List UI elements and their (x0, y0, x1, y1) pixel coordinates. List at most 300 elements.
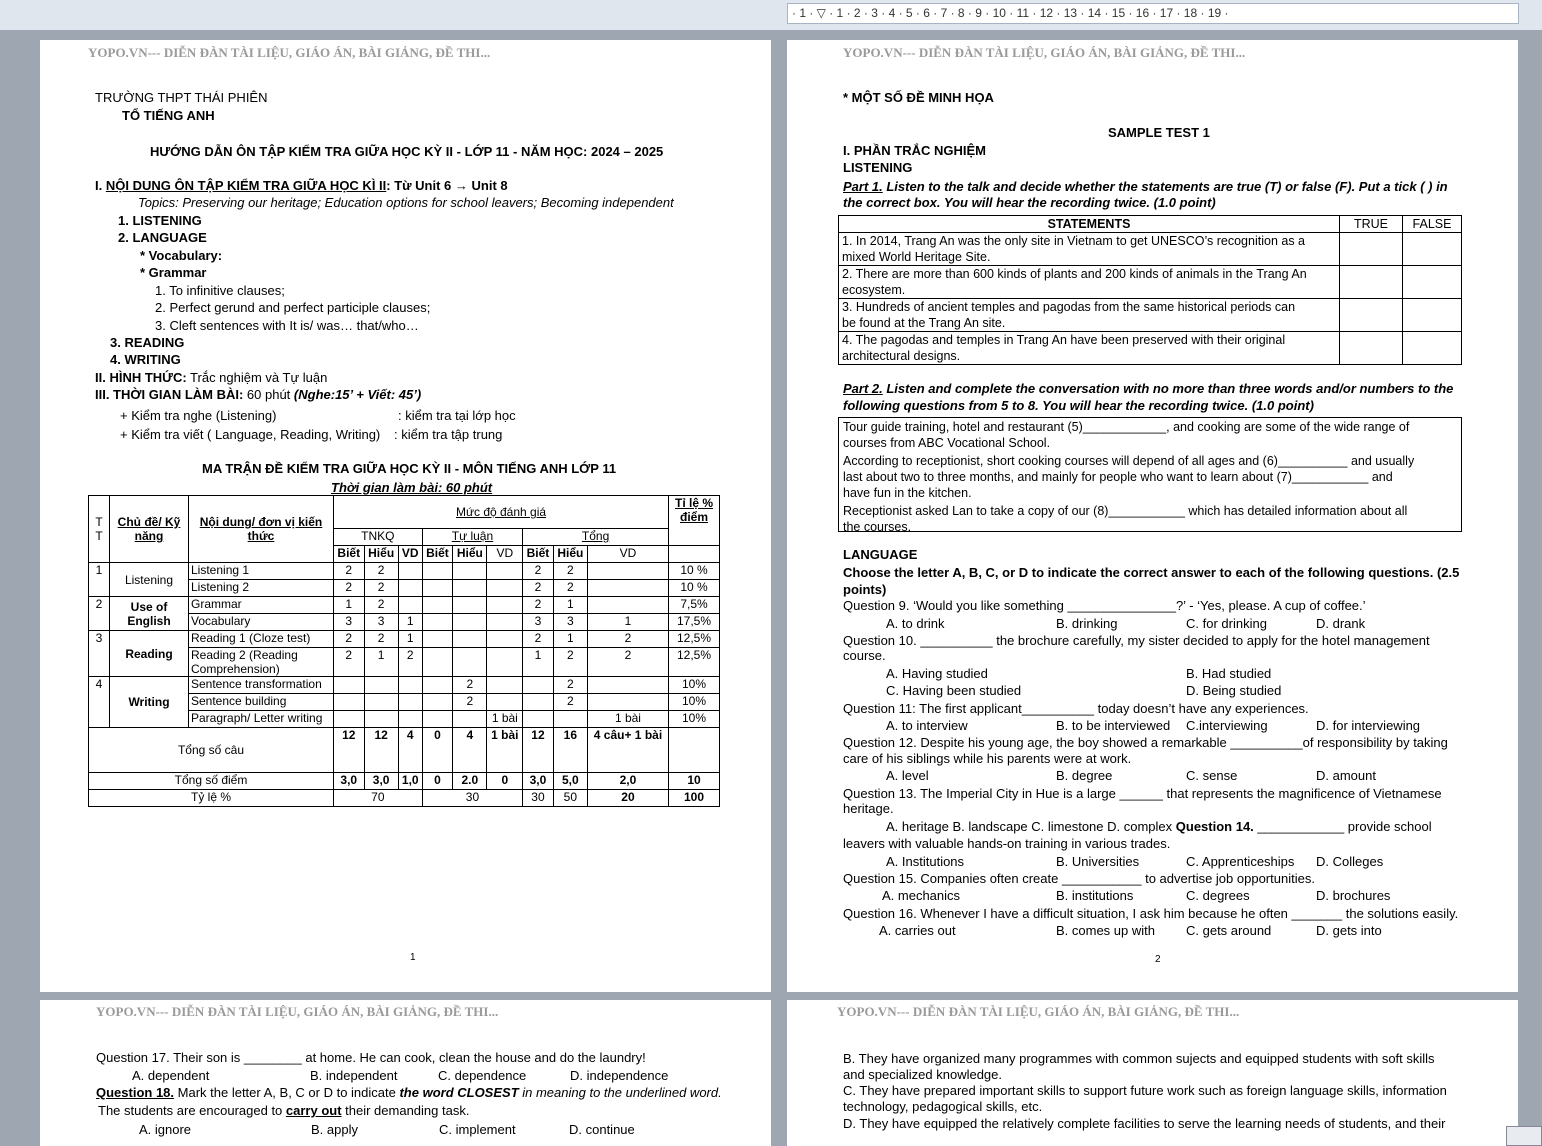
conversation-line: Receptionist asked Lan to take a copy of our (8)___________ which has detailed information about all (843, 504, 1408, 518)
q18-tail: in meaning to the underlined word. (518, 1085, 722, 1100)
cell-tong-diem: 0 (487, 773, 523, 790)
cell-value (422, 631, 453, 648)
cell-pct: 10 % (669, 580, 720, 597)
cell-value (453, 631, 487, 648)
page-3 (40, 1000, 771, 1146)
topics: Topics: Preserving our heritage; Education options for school leavers; Becoming independent (138, 195, 674, 210)
statement-text: 4. The pagodas and temples in Trang An have been preserved with their original architectural designs. (839, 332, 1340, 365)
matrix-body (89, 563, 720, 728)
tyle-tuluan: 30 (422, 790, 522, 807)
cell-tt: 2 (89, 597, 110, 631)
matrix-row (89, 597, 720, 614)
part-i-title: I. PHẦN TRẮC NGHIỆM (843, 143, 986, 158)
cell-value: 2 (523, 631, 554, 648)
cell-value (453, 614, 487, 631)
q15-d: D. brochures (1316, 888, 1391, 903)
h-biet-2: Biết (422, 546, 453, 563)
page-2 (787, 40, 1518, 992)
sec3-title: III. THỜI GIAN LÀM BÀI: (95, 387, 244, 402)
section-3 (95, 387, 421, 402)
cell-value (422, 563, 453, 580)
cell-value: 1 (364, 648, 398, 677)
cell-value: 1 (398, 631, 422, 648)
cell-tong-cau: 12 (364, 728, 398, 773)
q16-b: B. comes up with (1056, 923, 1155, 938)
cell-value (453, 711, 487, 728)
q13-options-q14 (886, 819, 1432, 834)
q16: Question 16. Whenever I have a difficult situation, I ask him because he often _______ the solutions easily. (843, 906, 1459, 921)
q14-d: D. Colleges (1316, 854, 1384, 869)
statement-text: 3. Hundreds of ancient temples and pagodas from the same historical periods can be found at the Trang An site. (839, 299, 1340, 332)
q17-a: A. dependent (132, 1068, 210, 1083)
cell-value: 1 (334, 597, 365, 614)
q10-b: B. Had studied (1186, 666, 1272, 681)
part1-instr (843, 179, 1448, 194)
q18s-start: The students are encouraged to (98, 1103, 286, 1118)
cell-value: 2 (553, 580, 587, 597)
cell-tong-diem: 2.0 (453, 773, 487, 790)
part1-instr-2: the correct box. You will hear the recording twice. (1.0 point) (843, 195, 1216, 210)
p4-line-2: and specialized knowledge. (843, 1067, 1002, 1082)
q12-b: B. degree (1056, 768, 1113, 783)
false-checkbox[interactable] (1403, 299, 1462, 332)
q9-c: C. for drinking (1186, 616, 1267, 631)
cell-tong-cau (669, 728, 720, 773)
true-checkbox[interactable] (1340, 266, 1403, 299)
part1-label: Part 1. (843, 179, 883, 194)
cell-tong-cau: 0 (422, 728, 453, 773)
part1-text: Listen to the talk and decide whether the statements are true (T) or false (F). Put a tick ( ) in (882, 179, 1448, 194)
tong-cau-label: Tổng số câu (89, 728, 334, 773)
h-hieu-1: Hiểu (364, 546, 398, 563)
cell-value: 3 (523, 614, 554, 631)
cell-value: 2 (364, 580, 398, 597)
page-1 (40, 40, 771, 992)
cell-value (398, 677, 422, 694)
cell-tt: 1 (89, 563, 110, 597)
tyle-hieu: 50 (553, 790, 587, 807)
cell-value (453, 580, 487, 597)
cell-value (587, 580, 668, 597)
cell-value (422, 614, 453, 631)
q18s-underlined: carry out (285, 1103, 342, 1118)
kt-listening-place: : kiểm tra tại lớp học (398, 408, 516, 423)
part2-text: Listen and complete the conversation with (882, 381, 1153, 396)
cell-value: 1 (398, 614, 422, 631)
sec3-detail: (Nghe:15’ + Viết: 45’) (293, 387, 422, 402)
cell-value (587, 563, 668, 580)
h-true: TRUE (1340, 216, 1403, 233)
q17: Question 17. Their son is ________ at home. He can cook, clean the house and do the laundry! (96, 1050, 646, 1065)
q15-b: B. institutions (1056, 888, 1134, 903)
cell-value: 2 (453, 677, 487, 694)
q10-a: A. Having studied (886, 666, 988, 681)
q16-a: A. carries out (879, 923, 956, 938)
h-tile: Tỉ lệ % điểm (669, 496, 720, 546)
cell-value: 2 (398, 648, 422, 677)
cell-value (364, 677, 398, 694)
cell-value: 2 (364, 631, 398, 648)
cell-value (453, 563, 487, 580)
cell-value: 2 (553, 677, 587, 694)
cell-value (398, 711, 422, 728)
part2-label: Part 2. (843, 381, 883, 396)
cell-value (487, 580, 523, 597)
cell-item: Reading 1 (Cloze test) (189, 631, 334, 648)
language-instr-2: points) (843, 582, 887, 597)
cell-tong-cau: 16 (553, 728, 587, 773)
part2-instr (843, 381, 1453, 396)
row-tong-diem (89, 773, 720, 790)
language-title: LANGUAGE (843, 547, 918, 562)
cell-tong-diem: 2,0 (587, 773, 668, 790)
cell-value (422, 597, 453, 614)
cell-pct: 10 % (669, 563, 720, 580)
h-empty (669, 546, 720, 563)
cell-item: Sentence transformation (189, 677, 334, 694)
q15: Question 15. Companies often create ___________ to advertise job opportunities. (843, 871, 1315, 886)
cell-item: Vocabulary (189, 614, 334, 631)
matrix-time: Thời gian làm bài: 60 phút (331, 480, 493, 495)
cell-value (398, 694, 422, 711)
page-header: YOPO.VN--- DIỄN ĐÀN TÀI LIỆU, GIÁO ÁN, BÀI GIẢNG, ĐỀ THI... (88, 45, 491, 60)
q16-d: D. gets into (1316, 923, 1382, 938)
cell-value (487, 631, 523, 648)
q14-text: ____________ provide school (1253, 819, 1432, 834)
cell-tong-diem: 3,0 (334, 773, 365, 790)
cell-value (587, 597, 668, 614)
cell-value: 2 (453, 694, 487, 711)
matrix-table (88, 495, 720, 807)
q17-d: D. independence (570, 1068, 669, 1083)
cell-value (364, 694, 398, 711)
h-tuluan: Tự luận (422, 529, 522, 546)
view-toggle-button[interactable] (1506, 1126, 1542, 1146)
q18-a: A. ignore (139, 1122, 192, 1137)
statement-row (839, 266, 1462, 299)
page-header: YOPO.VN--- DIỄN ĐÀN TÀI LIỆU, GIÁO ÁN, BÀI GIẢNG, ĐỀ THI... (843, 45, 1246, 60)
q13-cont: heritage. (843, 801, 894, 816)
statement-row (839, 233, 1462, 266)
true-checkbox[interactable] (1340, 299, 1403, 332)
cell-value: 3 (334, 614, 365, 631)
cell-tong-cau: 4 (453, 728, 487, 773)
q10-cont: course. (843, 648, 886, 663)
cell-value: 2 (553, 648, 587, 677)
cell-item: Sentence building (189, 694, 334, 711)
q9-d: D. drank (1316, 616, 1366, 631)
cell-tt: 3 (89, 631, 110, 677)
tyle-tnkq: 70 (334, 790, 423, 807)
matrix-title: MA TRẬN ĐỀ KIỂM TRA GIỮA HỌC KỲ II - MÔN TIẾNG ANH LỚP 11 (202, 461, 617, 476)
cell-tong-cau: 12 (334, 728, 365, 773)
statement-row (839, 299, 1462, 332)
false-checkbox[interactable] (1403, 233, 1462, 266)
q14-a: A. Institutions (886, 854, 965, 869)
q18s-end: their demanding task. (341, 1103, 470, 1118)
examples-title: * MỘT SỐ ĐỀ MINH HỌA (843, 90, 994, 105)
cell-value (523, 694, 554, 711)
h-hieu-2: Hiểu (453, 546, 487, 563)
q11-a: A. to interview (886, 718, 968, 733)
h-statements: STATEMENTS (839, 216, 1340, 233)
true-checkbox[interactable] (1340, 332, 1403, 365)
cell-value: 1 bài (487, 711, 523, 728)
cell-item: Grammar (189, 597, 334, 614)
cell-value (487, 597, 523, 614)
h-tt: T T (89, 496, 110, 563)
false-checkbox[interactable] (1403, 332, 1462, 365)
p4-line-1: B. They have organized many programmes with common sujects and equipped students with soft skills (843, 1051, 1435, 1066)
cell-value (334, 694, 365, 711)
cell-value (587, 677, 668, 694)
cell-value (398, 597, 422, 614)
grammar: * Grammar (140, 265, 207, 280)
cell-value: 2 (523, 580, 554, 597)
sec2-value: Trắc nghiệm và Tự luận (186, 370, 328, 385)
kt-writing-place: : kiểm tra tập trung (394, 427, 503, 442)
cell-skill: Reading (110, 631, 189, 677)
cell-value: 2 (587, 648, 668, 677)
h-vd-2: VD (487, 546, 523, 563)
cell-pct: 17,5% (669, 614, 720, 631)
cell-pct: 12,5% (669, 648, 720, 677)
conversation-line: According to receptionist, short cooking courses will depend of all ages and (6)__________ and usually (843, 454, 1415, 468)
cell-skill: Listening (110, 563, 189, 597)
cell-value: 2 (364, 563, 398, 580)
cell-tt: 4 (89, 677, 110, 728)
department: TỔ TIẾNG ANH (122, 108, 215, 123)
cell-value: 2 (553, 563, 587, 580)
cell-value: 2 (523, 563, 554, 580)
cell-skill: Use of English (110, 597, 189, 631)
q12-cont: care of his siblings while his parents were at work. (843, 751, 1132, 766)
cell-tong-cau: 4 câu+ 1 bài (587, 728, 668, 773)
cell-value: 2 (334, 580, 365, 597)
listening-title: LISTENING (843, 160, 913, 175)
ruler-marks: · 1 · ▽ · 1 · 2 · 3 · 4 · 5 · 6 · 7 · 8 · 9 · 10 · 11 · 12 · 13 · 14 · 15 · 16 · 17 · 18 · 19 · (792, 6, 1229, 20)
h-biet-1: Biết (334, 546, 365, 563)
item-writing: 4. WRITING (110, 352, 181, 367)
sec1-title: NỘI DUNG ÔN TẬP KIỂM TRA GIỮA HỌC KÌ II (105, 178, 387, 193)
cell-value (453, 648, 487, 677)
q14-b: B. Universities (1056, 854, 1140, 869)
cell-tong-diem: 3,0 (364, 773, 398, 790)
cell-tong-diem: 10 (669, 773, 720, 790)
p4-line-3: C. They have prepared important skills to support future work such as foreign language skills, information (843, 1083, 1447, 1098)
q18-c: C. implement (439, 1122, 516, 1137)
q10: Question 10. __________ the brochure carefully, my sister decided to apply for the hotel management (843, 633, 1430, 648)
cell-tong-diem: 0 (422, 773, 453, 790)
cell-tong-cau: 1 bài (487, 728, 523, 773)
q18-b: B. apply (311, 1122, 358, 1137)
cell-value (422, 580, 453, 597)
cell-item: Reading 2 (Reading Comprehension) (189, 648, 334, 677)
section-2 (95, 370, 327, 385)
cell-value (453, 597, 487, 614)
cell-value (422, 694, 453, 711)
q16-c: C. gets around (1186, 923, 1272, 938)
false-checkbox[interactable] (1403, 266, 1462, 299)
statements-body (839, 233, 1462, 365)
q18-sentence (98, 1103, 469, 1118)
cell-value (523, 711, 554, 728)
cell-value: 2 (364, 597, 398, 614)
true-checkbox[interactable] (1340, 233, 1403, 266)
q11-b: B. to be interviewed (1056, 718, 1171, 733)
school-name: TRƯỜNG THPT THÁI PHIÊN (95, 90, 268, 105)
cell-tong-cau: 4 (398, 728, 422, 773)
doc-title: HƯỚNG DẪN ÔN TẬP KIỂM TRA GIỮA HỌC KỲ II - LỚP 11 - NĂM HỌC: 2024 – 2025 (150, 144, 664, 159)
item-reading: 3. READING (110, 335, 185, 350)
page-number-1: 1 (410, 952, 416, 963)
cell-value: 2 (334, 631, 365, 648)
cell-value: 1 (523, 648, 554, 677)
cell-skill: Writing (110, 677, 189, 728)
cell-value (334, 677, 365, 694)
cell-pct: 10% (669, 694, 720, 711)
cell-value (334, 711, 365, 728)
cell-value: 1 bài (587, 711, 668, 728)
row-tong-cau (89, 728, 720, 773)
sec1-range: : Từ Unit 6 → Unit 8 (386, 178, 508, 193)
cell-item: Listening 1 (189, 563, 334, 580)
cell-value: 1 (587, 614, 668, 631)
q15-c: C. degrees (1186, 888, 1250, 903)
kt-listening: + Kiểm tra nghe (Listening) (120, 408, 277, 423)
tong-diem-label: Tổng số điểm (89, 773, 334, 790)
cell-value (487, 563, 523, 580)
cell-tong-diem: 1,0 (398, 773, 422, 790)
p4-line-5: D. They have equipped the relatively complete facilities to serve the learning needs of students, and their (843, 1116, 1446, 1131)
h-tong: Tổng (523, 529, 669, 546)
matrix-row (89, 563, 720, 580)
q12-d: D. amount (1316, 768, 1376, 783)
statement-row (839, 332, 1462, 365)
kt-writing: + Kiểm tra viết ( Language, Reading, Writing) (120, 427, 381, 442)
matrix-row (89, 677, 720, 694)
part2-tail: to the (1414, 381, 1454, 396)
grammar-2: 2. Perfect gerund and perfect participle clauses; (155, 300, 431, 315)
q14-cont: leavers with valuable hands-on training in various trades. (843, 836, 1171, 851)
page-4 (787, 1000, 1518, 1146)
page-header: YOPO.VN--- DIỄN ĐÀN TÀI LIỆU, GIÁO ÁN, BÀI GIẢNG, ĐỀ THI... (96, 1004, 499, 1019)
q14-c: C. Apprenticeships (1186, 854, 1295, 869)
cell-value: 1 (553, 597, 587, 614)
q18-d: D. continue (569, 1122, 635, 1137)
cell-value (553, 711, 587, 728)
conversation-line: the courses. (843, 520, 912, 534)
grammar-3: 3. Cleft sentences with It is/ was… that/who… (155, 318, 419, 333)
q13-options: A. heritage B. landscape C. limestone D. complex (886, 819, 1176, 834)
h-mucdo: Mức độ đánh giá (334, 496, 669, 529)
grammar-1: 1. To infinitive clauses; (155, 283, 285, 298)
p4-line-4: technology, pedagogical skills, etc. (843, 1099, 1043, 1114)
tyle-vd: 20 (587, 790, 668, 807)
conversation-line: last about two to three months, and mainly for people who want to learn about (7)___________ and (843, 470, 1393, 484)
q9-b: B. drinking (1056, 616, 1118, 631)
cell-pct: 10% (669, 677, 720, 694)
h-vd-3: VD (587, 546, 668, 563)
q14-label: Question 14. (1175, 819, 1254, 834)
cell-pct: 12,5% (669, 631, 720, 648)
sec1-num: I. (95, 178, 106, 193)
page-number-2: 2 (1155, 954, 1161, 965)
q12-c: C. sense (1186, 768, 1238, 783)
h-vd-1: VD (398, 546, 422, 563)
vocab: * Vocabulary: (140, 248, 223, 263)
q9: Question 9. ‘Would you like something _______________?’ - ‘Yes, please. A cup of coffee.’ (843, 598, 1366, 613)
horizontal-ruler[interactable] (787, 3, 1519, 24)
q12-a: A. level (886, 768, 929, 783)
sec3-value: 60 phút (243, 387, 294, 402)
q18-text: Mark the letter A, B, C or D to indicate (174, 1085, 400, 1100)
section-1 (95, 178, 508, 193)
cell-value: 3 (553, 614, 587, 631)
cell-value (398, 563, 422, 580)
h-biet-3: Biết (523, 546, 554, 563)
q11-c: C.interviewing (1186, 718, 1268, 733)
q10-c: C. Having been studied (886, 683, 1022, 698)
cell-tong-diem: 5,0 (553, 773, 587, 790)
part2-emph: no more than three words and/or numbers (1152, 381, 1415, 396)
cell-value (487, 648, 523, 677)
q18 (96, 1085, 722, 1100)
cell-item: Paragraph/ Letter writing (189, 711, 334, 728)
q18-emph: the word CLOSEST (399, 1085, 519, 1100)
h-tnkq: TNKQ (334, 529, 423, 546)
statement-text: 1. In 2014, Trang An was the only site in Vietnam to get UNESCO’s recognition as a mixed World Heritage Site. (839, 233, 1340, 266)
conversation-box (838, 417, 1462, 532)
cell-value: 2 (523, 597, 554, 614)
row-tyle (89, 790, 720, 807)
cell-value (487, 614, 523, 631)
q9-a: A. to drink (886, 616, 945, 631)
cell-value: 2 (587, 631, 668, 648)
statements-table (838, 215, 1462, 365)
q18-label: Question 18. (96, 1085, 175, 1100)
cell-value (422, 677, 453, 694)
q11: Question 11: The first applicant__________ today doesn’t have any experiences. (843, 701, 1309, 716)
item-listening: 1. LISTENING (118, 213, 202, 228)
tyle-label: Tỷ lệ % (89, 790, 334, 807)
cell-value (523, 677, 554, 694)
language-instr: Choose the letter A, B, C, or D to indicate the correct answer to each of the following questions. (2.5 (843, 565, 1460, 580)
h-false: FALSE (1403, 216, 1462, 233)
cell-tong-diem: 3,0 (523, 773, 554, 790)
cell-value (422, 711, 453, 728)
cell-tong-cau: 12 (523, 728, 554, 773)
cell-pct: 7,5% (669, 597, 720, 614)
q12: Question 12. Despite his young age, the boy showed a remarkable __________of responsibility by taking (843, 735, 1448, 750)
page-header: YOPO.VN--- DIỄN ĐÀN TÀI LIỆU, GIÁO ÁN, BÀI GIẢNG, ĐỀ THI... (837, 1004, 1240, 1019)
item-language: 2. LANGUAGE (118, 230, 207, 245)
sample-title: SAMPLE TEST 1 (1108, 125, 1210, 140)
cell-value: 1 (553, 631, 587, 648)
q11-d: D. for interviewing (1316, 718, 1421, 733)
q13: Question 13. The Imperial City in Hue is a large ______ that represents the magnificence of Vietnamese (843, 786, 1442, 801)
q17-c: C. dependence (438, 1068, 527, 1083)
matrix-row (89, 631, 720, 648)
q17-b: B. independent (310, 1068, 398, 1083)
sec2-title: II. HÌNH THỨC: (95, 370, 187, 385)
cell-value (422, 648, 453, 677)
conversation-line: have fun in the kitchen. (843, 486, 972, 500)
q15-a: A. mechanics (882, 888, 961, 903)
h-chude: Chủ đề/ Kỹ năng (110, 496, 189, 563)
h-noidung: Nội dung/ đơn vị kiến thức (189, 496, 334, 563)
q10-d: D. Being studied (1186, 683, 1282, 698)
